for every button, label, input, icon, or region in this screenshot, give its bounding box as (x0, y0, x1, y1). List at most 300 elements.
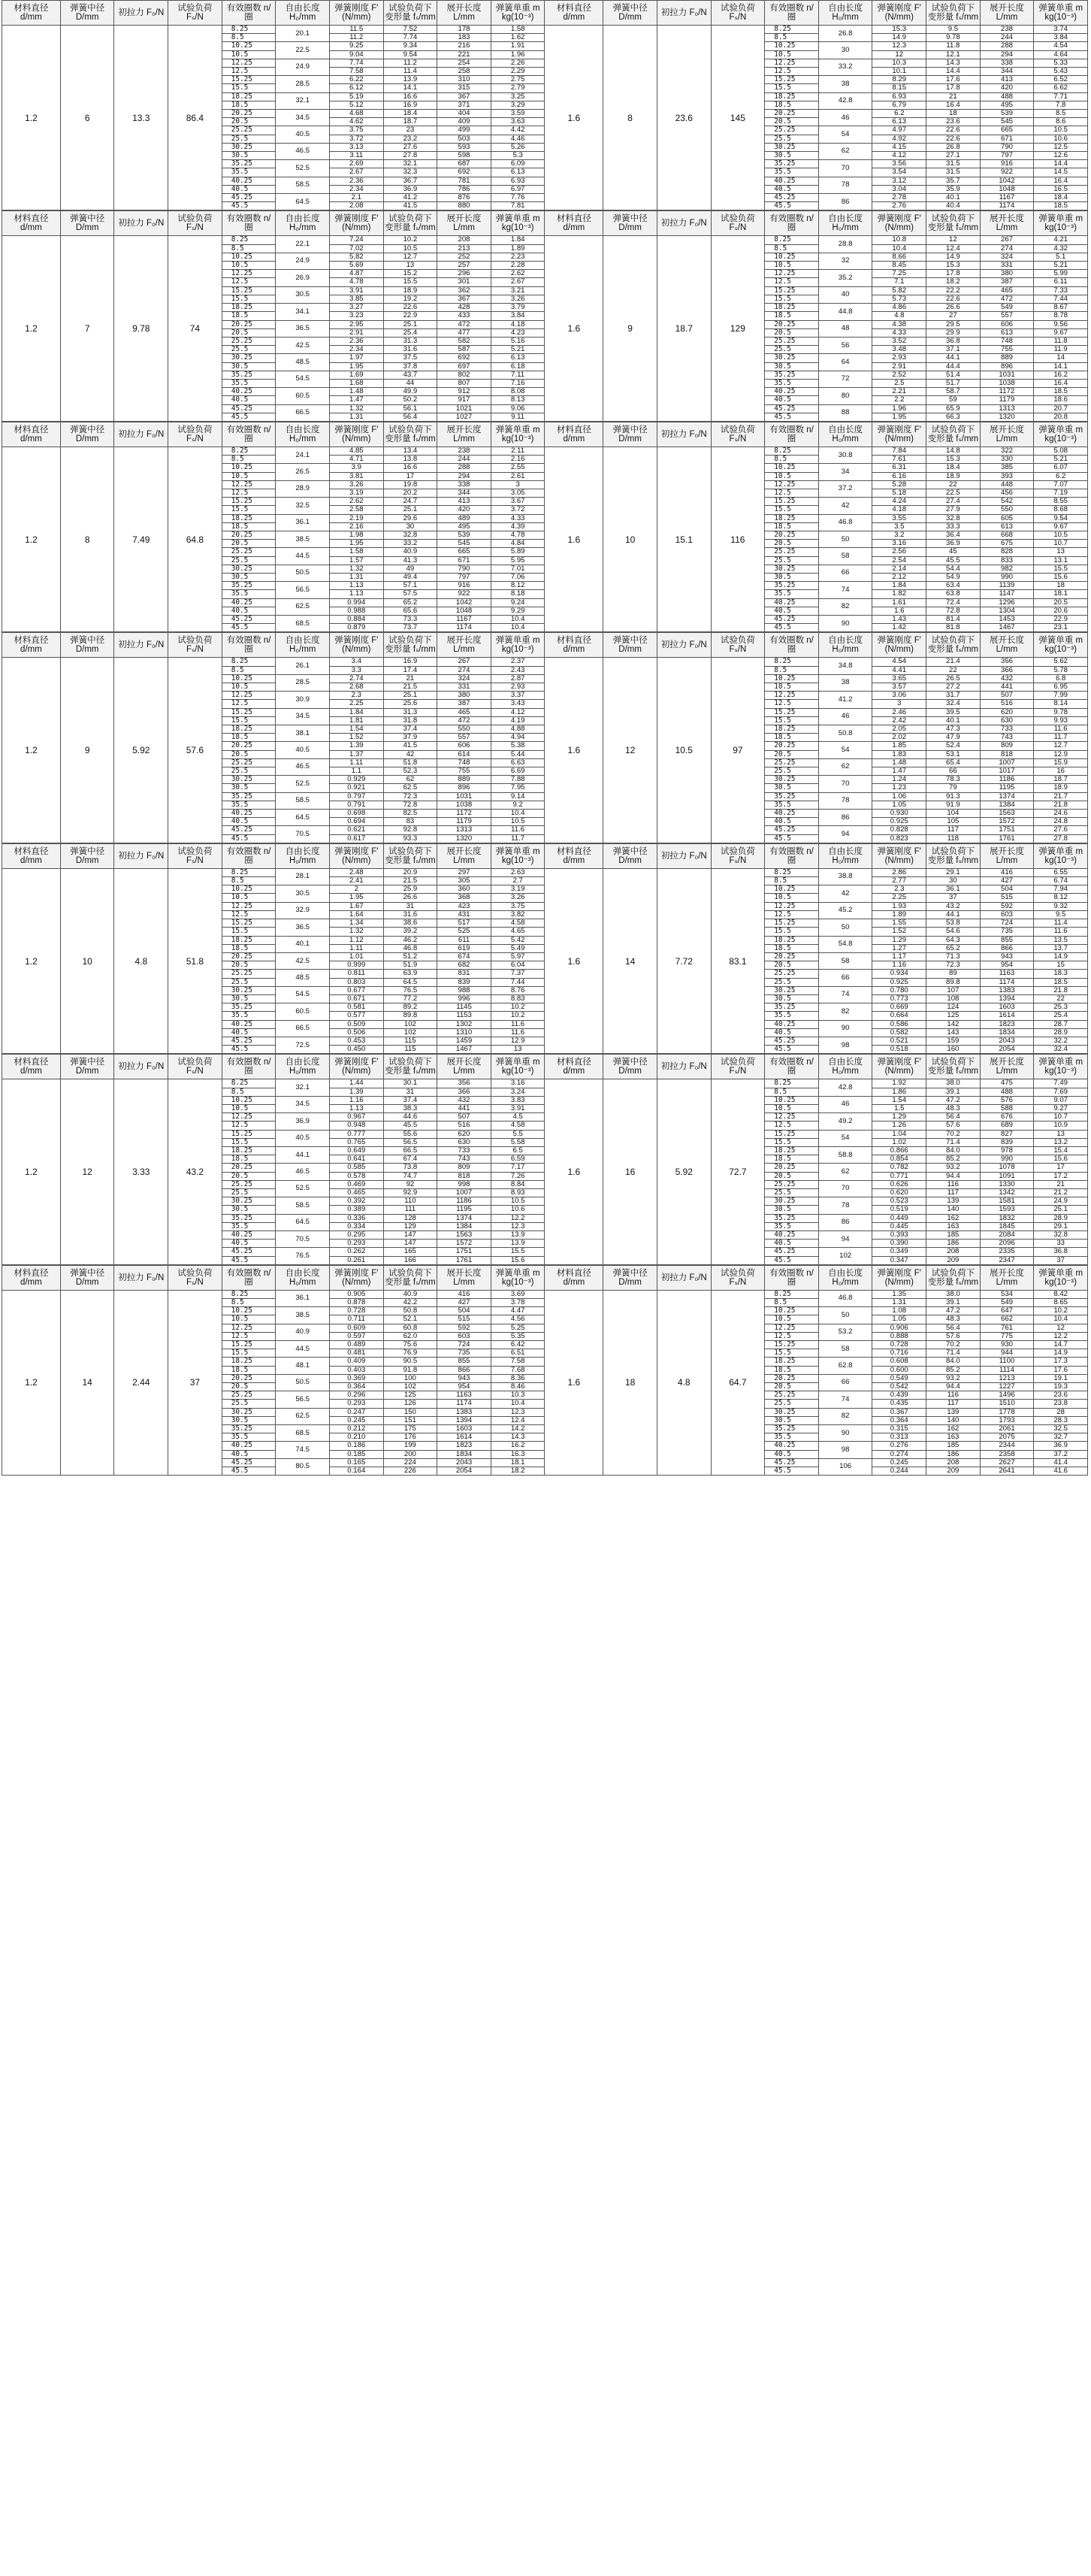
deflection: 22.5 (926, 489, 981, 497)
unit-weight: 6.52 (1034, 76, 1088, 84)
spring-rate: 1.52 (329, 734, 383, 742)
column-header: 初拉力 F₀/N (657, 1055, 711, 1079)
unit-weight: 2.75 (491, 76, 545, 84)
active-coils: 15.5 (765, 928, 819, 936)
spring-rate: 5.82 (872, 286, 926, 295)
developed-length: 647 (980, 1307, 1034, 1315)
spring-rate: 4.54 (872, 658, 926, 666)
developed-length: 662 (980, 1315, 1034, 1324)
deflection: 40.9 (383, 548, 437, 556)
spring-rate: 4.33 (872, 328, 926, 337)
deflection: 27.4 (926, 498, 981, 506)
unit-weight: 6.09 (491, 160, 545, 168)
unit-weight: 18.1 (1034, 590, 1088, 598)
active-coils: 30.5 (222, 784, 276, 792)
free-length: 42.5 (276, 952, 330, 969)
active-coils: 10.5 (222, 1315, 276, 1324)
developed-length: 675 (980, 540, 1034, 548)
free-length: 50 (818, 531, 872, 547)
active-coils: 40.5 (765, 396, 819, 404)
spring-rate: 2.25 (872, 894, 926, 902)
spring-rate: 0.212 (329, 1425, 383, 1433)
unit-weight: 9.78 (1034, 708, 1088, 716)
spring-rate: 7.02 (329, 244, 383, 253)
deflection: 49.9 (383, 388, 437, 396)
column-header: 展开长度 L/mm (437, 1265, 491, 1290)
free-length: 64.5 (276, 810, 330, 826)
developed-length: 689 (980, 1122, 1034, 1130)
column-header: 弹簧中径 D/mm (603, 843, 657, 868)
deflection: 9.34 (383, 42, 437, 50)
active-coils: 18.25 (222, 92, 276, 101)
unit-weight: 5.44 (491, 750, 545, 758)
column-header: 试验负荷下变形量 fₛ/mm (383, 1, 437, 26)
developed-length: 344 (437, 489, 491, 497)
active-coils: 30.25 (222, 1408, 276, 1416)
active-coils: 35.25 (765, 792, 819, 801)
deflection: 38.0 (926, 1079, 981, 1088)
developed-length: 294 (980, 50, 1034, 59)
deflection: 200 (383, 1450, 437, 1458)
column-header: 展开长度 L/mm (437, 1055, 491, 1079)
developed-length: 797 (437, 573, 491, 581)
free-length: 34.5 (276, 708, 330, 725)
free-length: 38.1 (276, 725, 330, 742)
active-coils: 35.25 (222, 1214, 276, 1222)
column-header: 弹簧刚度 F′(N/mm) (329, 422, 383, 446)
unit-weight: 36.8 (1034, 1248, 1088, 1256)
deflection: 85.2 (926, 1155, 981, 1164)
unit-weight: 8.5 (1034, 110, 1088, 118)
free-length: 66.5 (276, 404, 330, 421)
spring-rate: 3.52 (872, 337, 926, 345)
deflection: 126 (383, 1400, 437, 1408)
developed-length: 1614 (437, 1433, 491, 1442)
column-header: 初拉力 F₀/N (657, 1, 711, 26)
column-header: 弹簧刚度 F′(N/mm) (329, 1, 383, 26)
active-coils: 45.25 (765, 404, 819, 413)
unit-weight: 3.67 (491, 498, 545, 506)
developed-length: 534 (980, 1290, 1034, 1298)
active-coils: 40.25 (765, 1442, 819, 1450)
free-length: 26.5 (276, 464, 330, 480)
wire-diameter: 1.2 (2, 868, 61, 1053)
developed-length: 1031 (437, 792, 491, 801)
developed-length: 367 (437, 92, 491, 101)
spring-rate: 0.780 (872, 986, 926, 994)
unit-weight: 1.58 (491, 26, 545, 34)
spring-rate: 0.888 (872, 1332, 926, 1340)
active-coils: 18.5 (765, 522, 819, 531)
unit-weight: 7.11 (491, 371, 545, 379)
spring-rate: 0.994 (329, 598, 383, 607)
unit-weight: 5.21 (491, 346, 545, 354)
free-length: 90 (818, 616, 872, 632)
unit-weight: 10.3 (491, 1391, 545, 1400)
column-header: 试验负荷 Fₛ/N (168, 211, 222, 236)
free-length: 64.5 (276, 194, 330, 210)
active-coils: 20.25 (222, 1374, 276, 1382)
active-coils: 40.5 (765, 1450, 819, 1458)
spring-rate: 4.15 (872, 143, 926, 151)
spring-rate: 2.52 (872, 371, 926, 379)
free-length: 90 (818, 1425, 872, 1442)
deflection: 107 (926, 986, 981, 994)
unit-weight: 2.29 (491, 68, 545, 76)
deflection: 76.9 (383, 1349, 437, 1358)
unit-weight: 2.67 (491, 278, 545, 286)
unit-weight: 8.76 (491, 986, 545, 994)
unit-weight: 10.6 (1034, 135, 1088, 143)
active-coils: 40.5 (222, 818, 276, 826)
unit-weight: 5.21 (1034, 456, 1088, 464)
spring-rate: 10.3 (872, 59, 926, 67)
free-length: 94 (818, 1231, 872, 1248)
developed-length: 613 (980, 328, 1034, 337)
developed-length: 613 (980, 522, 1034, 531)
unit-weight: 22.9 (1034, 616, 1088, 624)
deflection: 208 (926, 1248, 981, 1256)
active-coils: 25.5 (222, 1400, 276, 1408)
free-length: 82 (818, 1408, 872, 1424)
wire-diameter: 1.6 (545, 236, 603, 421)
developed-length: 416 (980, 868, 1034, 876)
spring-rate: 1.04 (872, 1130, 926, 1138)
developed-length: 1310 (437, 1028, 491, 1037)
deflection: 25.1 (383, 320, 437, 328)
unit-weight: 2.62 (491, 270, 545, 278)
active-coils: 45.25 (765, 616, 819, 624)
spring-rate: 0.439 (872, 1391, 926, 1400)
deflection: 32.4 (926, 700, 981, 708)
spring-rate: 3.2 (872, 531, 926, 539)
unit-weight: 6.11 (1034, 278, 1088, 286)
deflection: 83 (383, 818, 437, 826)
developed-length: 2627 (980, 1458, 1034, 1467)
spring-rate: 0.988 (329, 607, 383, 615)
deflection: 65.4 (926, 758, 981, 767)
developed-length: 1042 (437, 598, 491, 607)
spring-rate: 0.334 (329, 1222, 383, 1230)
developed-length: 1563 (980, 810, 1034, 818)
developed-length: 916 (980, 160, 1034, 168)
developed-length: 828 (980, 548, 1034, 556)
deflection: 21 (926, 92, 981, 101)
free-length: 58.8 (818, 1146, 872, 1163)
deflection: 128 (383, 1214, 437, 1222)
deflection: 91.3 (926, 792, 981, 801)
column-header: 初拉力 F₀/N (657, 633, 711, 658)
active-coils: 12.5 (222, 489, 276, 497)
spring-rate: 0.582 (872, 1028, 926, 1037)
column-header: 试验负荷下变形量 fₛ/mm (383, 211, 437, 236)
unit-weight: 11.8 (1034, 337, 1088, 345)
active-coils: 8.25 (765, 446, 819, 455)
active-coils: 35.5 (765, 590, 819, 598)
spring-rate: 1.39 (329, 742, 383, 750)
deflection: 14.3 (926, 59, 981, 67)
unit-weight: 7.33 (1034, 286, 1088, 295)
free-length: 28.9 (276, 480, 330, 497)
free-length: 74 (818, 582, 872, 598)
column-header: 试验负荷下变形量 fₛ/mm (926, 1055, 981, 1079)
unit-weight: 7.44 (491, 978, 545, 986)
column-header: 初拉力 F₀/N (657, 422, 711, 446)
header-row (2, 1, 1088, 26)
unit-weight: 4.94 (491, 734, 545, 742)
unit-weight: 32.7 (1034, 1433, 1088, 1442)
initial-tension: 3.33 (114, 1079, 168, 1264)
column-header: 试验负荷 Fₛ/N (168, 843, 222, 868)
active-coils: 25.25 (765, 1180, 819, 1188)
unit-weight: 3.59 (491, 110, 545, 118)
unit-weight: 8.14 (1034, 700, 1088, 708)
spring-rate: 2.62 (329, 498, 383, 506)
column-header: 初拉力 F₀/N (114, 422, 168, 446)
deflection: 52.4 (926, 742, 981, 750)
column-header: 弹簧单重 m kg(10⁻³) (491, 1, 545, 26)
developed-length: 1453 (980, 616, 1034, 624)
deflection: 41.2 (383, 194, 437, 202)
developed-length: 545 (437, 540, 491, 548)
column-header: 自由长度 H₀/mm (818, 211, 872, 236)
developed-length: 301 (437, 278, 491, 286)
unit-weight: 9.2 (491, 801, 545, 809)
spring-rate: 0.597 (329, 1332, 383, 1340)
spring-rate: 0.664 (872, 1012, 926, 1020)
active-coils: 10.25 (222, 464, 276, 472)
spring-rate: 2.14 (872, 565, 926, 573)
spring-rate: 3.12 (872, 177, 926, 185)
free-length: 36.9 (276, 1113, 330, 1130)
mean-diameter: 14 (60, 1290, 114, 1475)
active-coils: 18.5 (222, 1155, 276, 1164)
developed-length: 1751 (437, 1248, 491, 1256)
spring-rate: 4.8 (872, 312, 926, 320)
active-coils: 8.5 (222, 877, 276, 885)
deflection: 118 (926, 834, 981, 843)
spring-rate: 1.39 (329, 1088, 383, 1096)
free-length: 52.5 (276, 1180, 330, 1197)
unit-weight: 5.08 (1034, 446, 1088, 455)
deflection: 20.2 (383, 489, 437, 497)
unit-weight: 9.67 (1034, 328, 1088, 337)
free-length: 26.9 (276, 270, 330, 286)
developed-length: 404 (437, 110, 491, 118)
spring-rate: 3.19 (329, 489, 383, 497)
active-coils: 35.25 (222, 1425, 276, 1433)
unit-weight: 7.81 (491, 202, 545, 210)
developed-length: 2641 (980, 1467, 1034, 1476)
deflection: 40.4 (926, 202, 981, 210)
unit-weight: 3.43 (491, 700, 545, 708)
active-coils: 12.25 (765, 1113, 819, 1122)
spring-rate: 5.18 (872, 489, 926, 497)
free-length: 42 (818, 498, 872, 514)
unit-weight: 32.4 (1034, 1046, 1088, 1054)
free-length: 49.2 (818, 1113, 872, 1130)
developed-length: 360 (437, 885, 491, 894)
active-coils: 10.25 (222, 674, 276, 683)
active-coils: 12.5 (765, 68, 819, 76)
deflection: 91.8 (383, 1366, 437, 1374)
column-header: 弹簧中径 D/mm (60, 633, 114, 658)
spring-rate: 12.3 (872, 42, 926, 50)
active-coils: 35.25 (765, 582, 819, 590)
free-length: 50.5 (276, 1374, 330, 1391)
spring-rate: 4.24 (872, 498, 926, 506)
active-coils: 15.5 (222, 84, 276, 92)
deflection: 27.9 (926, 506, 981, 514)
unit-weight: 5.25 (491, 1324, 545, 1332)
free-length: 58.5 (276, 177, 330, 193)
unit-weight: 7.94 (1034, 885, 1088, 894)
active-coils: 15.25 (222, 76, 276, 84)
developed-length: 420 (980, 84, 1034, 92)
unit-weight: 6.2 (1034, 472, 1088, 480)
spring-rate: 0.791 (329, 801, 383, 809)
unit-weight: 10.2 (491, 1012, 545, 1020)
deflection: 94.4 (926, 1383, 981, 1391)
developed-length: 944 (980, 1349, 1034, 1358)
unit-weight: 8.13 (491, 396, 545, 404)
developed-length: 441 (437, 1104, 491, 1112)
developed-length: 1179 (980, 396, 1034, 404)
deflection: 100 (383, 1374, 437, 1382)
unit-weight: 18.5 (1034, 978, 1088, 986)
free-length: 42 (818, 885, 872, 902)
deflection: 102 (383, 1020, 437, 1028)
active-coils: 45.25 (222, 826, 276, 834)
unit-weight: 18.1 (491, 1458, 545, 1467)
developed-length: 1581 (980, 1197, 1034, 1206)
deflection: 30 (926, 877, 981, 885)
free-length: 53.2 (818, 1324, 872, 1340)
unit-weight: 6.97 (491, 185, 545, 193)
spring-rate: 0.578 (329, 1172, 383, 1180)
spring-rate: 3.3 (329, 666, 383, 674)
spring-rate: 1.32 (329, 404, 383, 413)
column-header: 展开长度 L/mm (437, 211, 491, 236)
spring-rate: 1.84 (872, 582, 926, 590)
unit-weight: 18.5 (1034, 388, 1088, 396)
developed-length: 1172 (437, 810, 491, 818)
spring-rate: 6.12 (329, 84, 383, 92)
active-coils: 15.5 (222, 1349, 276, 1358)
active-coils: 20.25 (765, 320, 819, 328)
unit-weight: 41.6 (1034, 1467, 1088, 1476)
spring-rate: 4.87 (329, 270, 383, 278)
unit-weight: 2.61 (491, 472, 545, 480)
deflection: 159 (926, 1037, 981, 1045)
free-length: 32.5 (276, 498, 330, 514)
developed-length: 330 (980, 456, 1034, 464)
deflection: 90.5 (383, 1358, 437, 1366)
unit-weight: 12.5 (1034, 143, 1088, 151)
unit-weight: 5.26 (491, 143, 545, 151)
column-header: 试验负荷下变形量 fₛ/mm (926, 211, 981, 236)
unit-weight: 10.6 (491, 1206, 545, 1214)
developed-length: 748 (437, 758, 491, 767)
active-coils: 30.5 (222, 362, 276, 371)
column-header: 有效圈数 n/圈 (222, 843, 276, 868)
developed-length: 2347 (980, 1256, 1034, 1264)
column-header: 有效圈数 n/圈 (222, 1, 276, 26)
active-coils: 10.25 (765, 1307, 819, 1315)
deflection: 117 (926, 1188, 981, 1197)
developed-length: 1751 (980, 826, 1034, 834)
unit-weight: 4.23 (491, 328, 545, 337)
unit-weight: 4.19 (491, 716, 545, 725)
unit-weight: 12.3 (491, 1222, 545, 1230)
column-header: 展开长度 L/mm (980, 1265, 1034, 1290)
deflection: 18.4 (383, 110, 437, 118)
unit-weight: 3.75 (491, 902, 545, 910)
developed-length: 1227 (980, 1383, 1034, 1391)
developed-length: 427 (437, 1299, 491, 1307)
deflection: 166 (383, 1256, 437, 1264)
free-length: 30.8 (818, 446, 872, 463)
developed-length: 692 (437, 354, 491, 362)
deflection: 19.2 (383, 295, 437, 303)
active-coils: 40.5 (765, 1028, 819, 1037)
spring-rate: 2.5 (872, 379, 926, 387)
deflection: 51.4 (926, 371, 981, 379)
table-row (2, 236, 1088, 244)
spring-rate: 0.349 (872, 1248, 926, 1256)
spring-rate: 1.85 (872, 742, 926, 750)
deflection: 58.7 (926, 388, 981, 396)
spring-rate: 3.11 (329, 152, 383, 160)
developed-length: 996 (437, 994, 491, 1003)
column-header: 弹簧刚度 F′(N/mm) (872, 211, 926, 236)
active-coils: 45.25 (222, 1458, 276, 1467)
developed-length: 1383 (437, 1408, 491, 1416)
unit-weight: 6.13 (491, 354, 545, 362)
developed-length: 344 (980, 68, 1034, 76)
column-header: 自由长度 H₀/mm (276, 1, 330, 26)
active-coils: 20.5 (765, 540, 819, 548)
spring-rate: 0.586 (872, 1020, 926, 1028)
active-coils: 8.5 (222, 34, 276, 42)
active-coils: 10.5 (765, 50, 819, 59)
deflection: 13 (383, 262, 437, 270)
spring-rate: 4.18 (872, 506, 926, 514)
developed-length: 1342 (980, 1188, 1034, 1197)
active-coils: 30.5 (765, 994, 819, 1003)
deflection: 36.9 (926, 540, 981, 548)
unit-weight: 12.7 (1034, 742, 1088, 750)
unit-weight: 10.4 (491, 1400, 545, 1408)
active-coils: 15.5 (765, 295, 819, 303)
developed-length: 954 (437, 1383, 491, 1391)
unit-weight: 14.5 (1034, 168, 1088, 177)
mean-diameter: 8 (60, 446, 114, 631)
deflection: 16.9 (383, 658, 437, 666)
unit-weight: 14.7 (1034, 1341, 1088, 1349)
active-coils: 35.5 (222, 379, 276, 387)
active-coils: 45.25 (222, 1248, 276, 1256)
column-header: 试验负荷 Fₛ/N (711, 1265, 765, 1290)
unit-weight: 11.6 (1034, 928, 1088, 936)
developed-length: 413 (980, 76, 1034, 84)
column-header: 弹簧刚度 F′(N/mm) (872, 1265, 926, 1290)
developed-length: 516 (980, 700, 1034, 708)
unit-weight: 6.42 (491, 1341, 545, 1349)
deflection: 147 (383, 1240, 437, 1248)
developed-length: 724 (980, 919, 1034, 928)
spring-rate: 0.777 (329, 1130, 383, 1138)
